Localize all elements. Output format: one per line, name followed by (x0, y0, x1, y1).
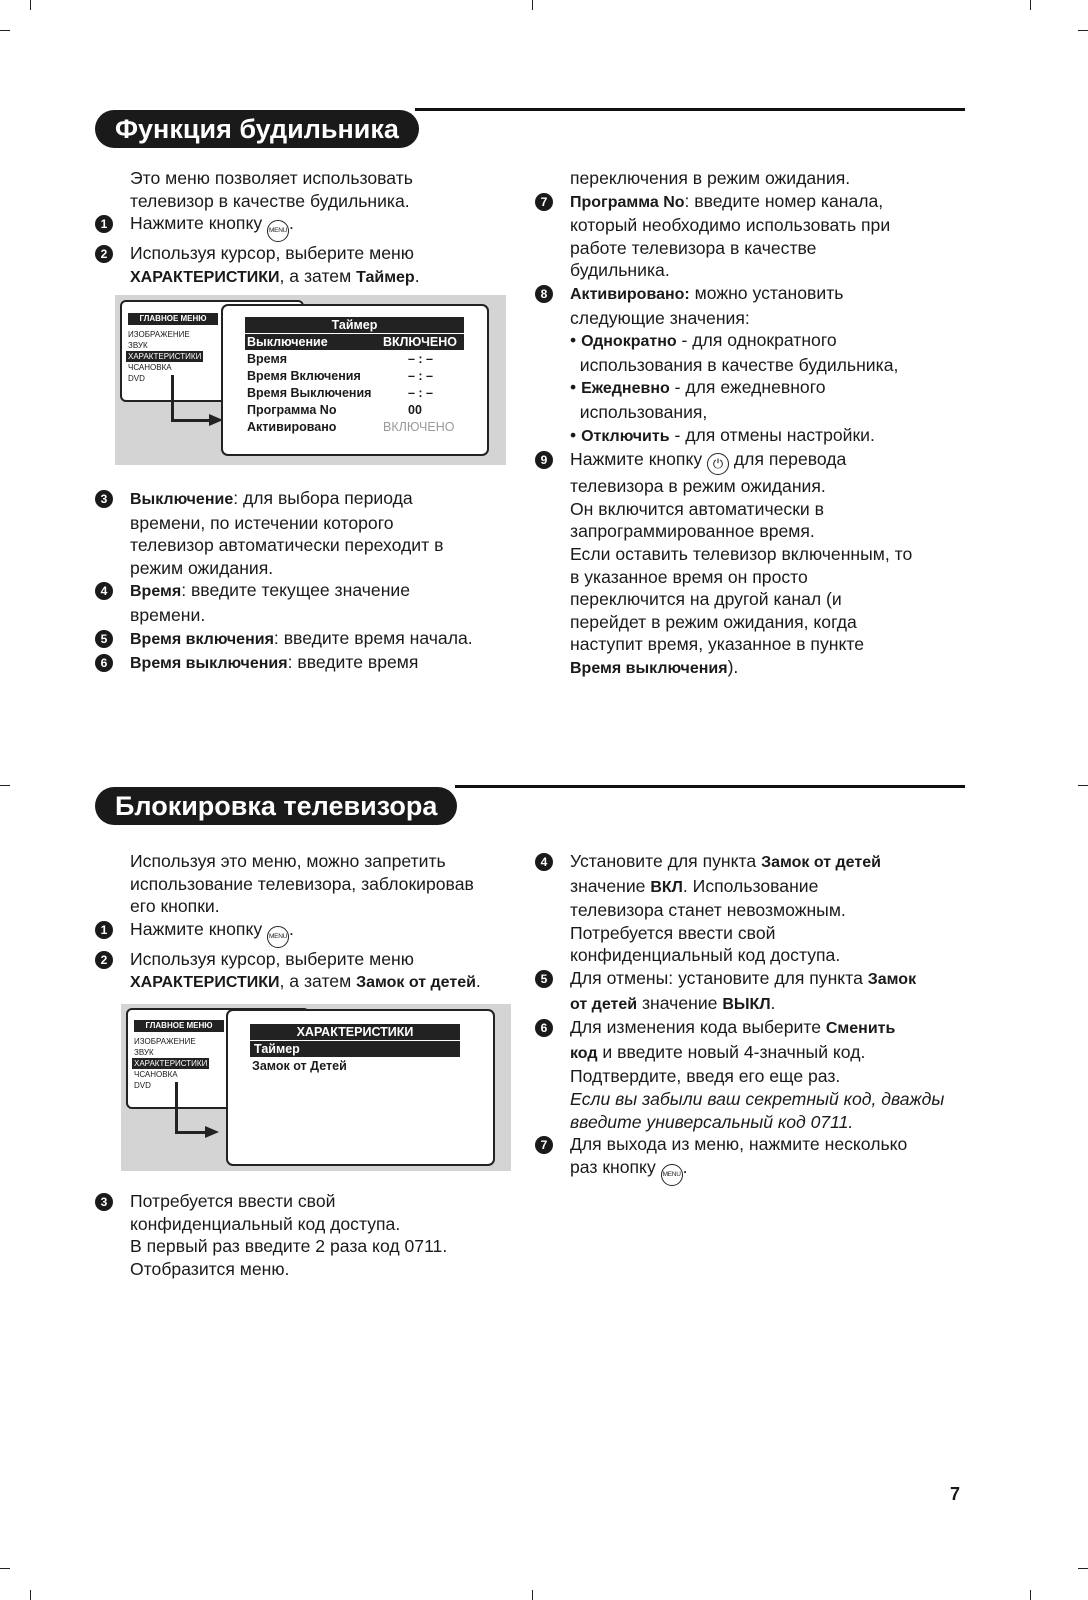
main-menu-item: ЧСАНОВКА (134, 1070, 178, 1079)
step-number: 4 (535, 853, 553, 871)
step-number: 1 (95, 215, 113, 233)
step-2: 2 Используя курсор, выберите меню ХАРАКТЕРИСТИКИ, а затем Замок от детей. (95, 948, 525, 995)
step-number: 5 (535, 970, 553, 988)
step-number: 3 (95, 1193, 113, 1211)
timer-submenu-panel (221, 304, 489, 456)
timer-menu-illustration (115, 295, 506, 465)
menu-button-icon: MENU (267, 220, 289, 242)
submenu-title: ХАРАКТЕРИСТИКИ (250, 1024, 460, 1040)
submenu-row: Замок от Детей (252, 1059, 347, 1073)
main-menu-item: DVD (134, 1081, 151, 1090)
arrow-line (175, 1131, 207, 1134)
crop-mark (0, 1568, 10, 1569)
step-1: 1 Нажмите кнопку MENU . (95, 918, 525, 948)
step-number: 3 (95, 490, 113, 508)
step-number: 2 (95, 245, 113, 263)
text-line: переключения в режим ожидания. (570, 168, 851, 188)
submenu-row: Активировано (247, 420, 337, 434)
crop-mark (30, 0, 31, 10)
intro-line: Это меню позволяет использовать (130, 168, 413, 188)
submenu-row-selected: Таймер (250, 1041, 460, 1057)
main-menu-item: DVD (128, 374, 145, 383)
option-once: • Однократно - для однократного использования в качестве будильника, (570, 330, 899, 375)
submenu-value: – : – (408, 386, 434, 400)
main-menu-item: ИЗОБРАЖЕНИЕ (128, 330, 190, 339)
submenu-row: Время Выключения (247, 386, 372, 400)
page-number: 7 (950, 1484, 961, 1504)
step-number: 7 (535, 1136, 553, 1154)
menu-button-icon: MENU (661, 1164, 683, 1186)
arrow-head-icon (205, 1126, 219, 1138)
crop-mark (0, 785, 10, 786)
step-2: 2 Используя курсор, выберите меню ХАРАКТЕРИСТИКИ, а затем Таймер. (95, 242, 515, 289)
step-8: 8 Активировано: можно установить следующие значения: (535, 282, 965, 329)
step-3: 3 Выключение: для выбора периода времени, по истечении которого телевизор автоматически переходит в режим ожидания. (95, 487, 515, 579)
main-menu-item-selected: ХАРАКТЕРИСТИКИ (128, 352, 202, 361)
features-submenu-panel (226, 1009, 495, 1166)
crop-mark (1030, 0, 1031, 10)
crop-mark (1078, 1568, 1088, 1569)
submenu-value: 00 (408, 403, 422, 417)
section-title: Функция будильника (95, 110, 419, 148)
submenu-row: Программа No (247, 403, 337, 417)
step-6: 6 Для изменения кода выберите Сменить код и введите новый 4-значный код. Подтвердите, введя его еще раз. Если вы забыли ваш секретный код, дважды введите универсальный код 0711. (535, 1016, 975, 1133)
step-number: 9 (535, 451, 553, 469)
submenu-row: Время (247, 352, 287, 366)
lock-right-column (535, 850, 975, 1186)
crop-mark (1030, 1590, 1031, 1600)
header-rule (455, 785, 965, 788)
alarm-section-header (95, 108, 965, 148)
option-daily: • Ежедневно - для ежедневного использования, (570, 377, 826, 422)
step-number: 6 (95, 654, 113, 672)
step-1: 1 Нажмите кнопку MENU . (95, 212, 515, 242)
step-4: 4 Время: введите текущее значение времени. (95, 579, 515, 626)
step-number: 7 (535, 193, 553, 211)
intro-line: телевизор в качестве будильника. (130, 190, 410, 211)
step-number: 6 (535, 1019, 553, 1037)
crop-mark (30, 1590, 31, 1600)
step-6: 6 Время выключения: введите время (95, 651, 515, 676)
step-3: 3 Потребуется ввести свой конфиденциальный код доступа. В первый раз введите 2 раза код 0711. Отобразится меню. (95, 1190, 525, 1280)
step-number: 8 (535, 285, 553, 303)
crop-mark (532, 0, 533, 10)
arrow-line (171, 375, 174, 422)
lock-left-column (95, 850, 525, 995)
main-menu-item-selected: ХАРАКТЕРИСТИКИ (134, 1059, 208, 1068)
crop-mark (532, 1590, 533, 1600)
submenu-value: – : – (408, 369, 434, 383)
main-menu-item: ЧСАНОВКА (128, 363, 172, 372)
crop-mark (0, 30, 10, 31)
main-menu-title: ГЛАВНОЕ МЕНЮ (128, 313, 218, 325)
intro-line: Используя это меню, можно запретить (130, 851, 446, 871)
main-menu-item: ЗВУК (134, 1048, 154, 1057)
alarm-right-column (535, 167, 965, 680)
lock-left-column-lower (95, 1190, 525, 1280)
alarm-left-column-lower (95, 487, 515, 676)
submenu-value: ВКЛЮЧЕНО (383, 420, 455, 434)
step-7: 7 Для выхода из меню, нажмите несколько раз кнопку MENU . (535, 1133, 975, 1186)
step-7: 7 Программа No: введите номер канала, который необходимо использовать при работе телевизора в качестве будильника. (535, 190, 965, 282)
intro-line: его кнопки. (130, 896, 220, 917)
step-number: 1 (95, 921, 113, 939)
crop-mark (1078, 785, 1088, 786)
step-5: 5 Время включения: введите время начала. (95, 627, 515, 652)
submenu-value: ВКЛЮЧЕНО (383, 335, 458, 349)
intro-line: использование телевизора, заблокировав (130, 873, 474, 894)
submenu-row: Выключение (247, 335, 328, 349)
step-number: 4 (95, 582, 113, 600)
header-rule (415, 108, 965, 111)
step-9: 9 Нажмите кнопку ⏻ для перевода телевизора в режим ожидания. Он включится автоматически в запрограммированное время. Если оставить телевизор включенным, то в указанное время он просто переключится на другой канал (и перейдет в режим ожидания, когда наступит время, указанное в пункте Время выключения). (535, 448, 965, 680)
submenu-row: Время Включения (247, 369, 361, 383)
power-button-icon: ⏻ (707, 453, 729, 475)
step-4: 4 Установите для пункта Замок от детей значение ВКЛ. Использование телевизора станет невозможным. Потребуется ввести свой конфиденциальный код доступа. (535, 850, 975, 967)
features-menu-illustration (121, 1004, 511, 1171)
lock-section-header (95, 785, 965, 825)
step-5: 5 Для отмены: установите для пункта Замок от детей значение ВЫКЛ. (535, 967, 975, 1016)
arrow-line (171, 419, 211, 422)
submenu-title: Таймер (245, 317, 464, 333)
main-menu-title: ГЛАВНОЕ МЕНЮ (134, 1020, 224, 1032)
section-title: Блокировка телевизора (95, 787, 457, 825)
option-off: • Отключить - для отмены настройки. (570, 424, 875, 445)
arrow-line (175, 1082, 178, 1134)
crop-mark (1078, 30, 1088, 31)
menu-button-icon: MENU (267, 926, 289, 948)
step-number: 5 (95, 630, 113, 648)
step-number: 2 (95, 951, 113, 969)
alarm-left-column (95, 167, 515, 289)
submenu-value: – : – (408, 352, 434, 366)
main-menu-item: ИЗОБРАЖЕНИЕ (134, 1037, 196, 1046)
main-menu-item: ЗВУК (128, 341, 148, 350)
